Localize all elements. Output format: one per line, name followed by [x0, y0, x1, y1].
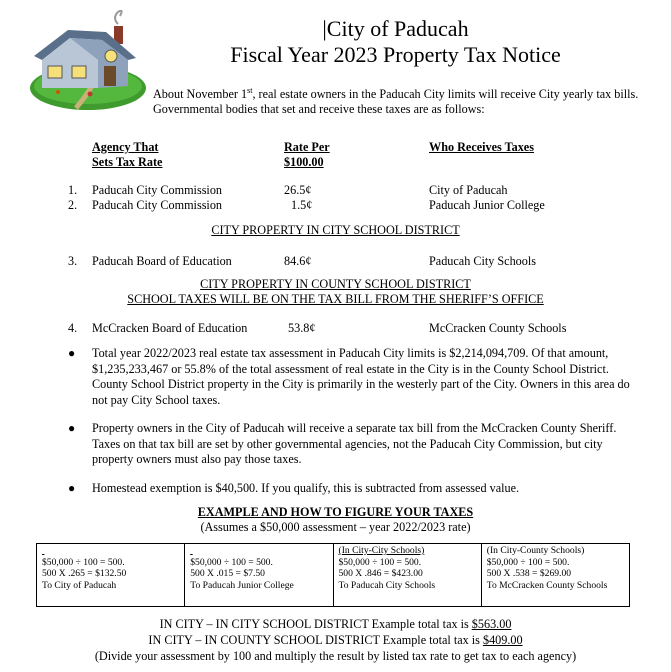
bullet-text: Property owners in the City of Paducah will receive a separate tax bill from the McCracken County Sheriff. Taxes on that tax bill are set by other governmental agencies, not the Paducah City Commission, but city property owners must also pay those taxes. — [92, 421, 617, 466]
row-rate: 1.5¢ — [291, 198, 313, 212]
section-county-school-1: CITY PROPERTY IN COUNTY SCHOOL DISTRICT — [200, 277, 471, 291]
row-agency: McCracken Board of Education — [92, 321, 248, 335]
row-rate: 84.6¢ — [284, 254, 312, 268]
row-receiver: City of Paducah — [429, 183, 508, 197]
row-rate: 26.5¢ — [284, 183, 312, 197]
col-rate-header: Rate Per $100.00 — [284, 140, 330, 169]
bullet-icon: ● — [68, 421, 76, 435]
row-num: 1. — [68, 183, 78, 197]
row-receiver: Paducah Junior College — [429, 198, 545, 212]
section-county-school-2: SCHOOL TAXES WILL BE ON THE TAX BILL FROM THE SHERIFF’S OFFICE — [127, 292, 544, 306]
bullet-text: Total year 2022/2023 real estate tax assessment in Paducah City limits is $2,214,094,709. Of that amount, $1,235,233,467 or 55.8% of the total assessment of real estate in the City is in the County School District. County School District property in the City is primarily in the westerly part of the City. Owners in this area do not pay City School taxes. — [92, 346, 630, 407]
page-title: |City of Paducah — [322, 16, 469, 41]
row-rate: 53.8¢ — [288, 321, 316, 335]
row-receiver: Paducah City Schools — [429, 254, 536, 268]
row-agency: Paducah City Commission — [92, 198, 223, 212]
row-agency: Paducah City Commission — [92, 183, 223, 197]
row-num: 3. — [68, 254, 78, 268]
intro-post: , real estate owners in the Paducah City limits will receive City yearly tax bills. Governmental bodies that set and receive these taxes are as follows: — [153, 87, 639, 117]
row-receiver: McCracken County Schools — [429, 321, 567, 335]
total-city-school: IN CITY – IN CITY SCHOOL DISTRICT Example total tax is $563.00 — [159, 617, 512, 631]
col-agency-header: Agency That Sets Tax Rate — [92, 140, 163, 169]
intro-sup: st — [247, 86, 253, 95]
section-city-school: CITY PROPERTY IN CITY SCHOOL DISTRICT — [211, 223, 460, 237]
col-receiver-header: Who Receives Taxes — [429, 140, 534, 154]
example-box: $50,000 ÷ 100 = 500. 500 X .015 = $7.50 To Paducah Junior College — [185, 544, 333, 606]
example-boxes — [36, 543, 630, 607]
bullet-icon: ● — [68, 481, 76, 495]
intro-pre: About November 1 — [153, 87, 248, 102]
calculation-note: (Divide your assessment by 100 and multiply the result by listed tax rate to get tax to each agency) — [94, 649, 577, 663]
example-box: (In City-City Schools) $50,000 ÷ 100 = 500. 500 X .846 = $423.00 To Paducah City Schools — [334, 544, 482, 606]
bullet-text: Homestead exemption is $40,500. If you qualify, this is subtracted from assessed value. — [92, 481, 520, 495]
total-county-school: IN CITY – IN COUNTY SCHOOL DISTRICT Example total tax is $409.00 — [148, 633, 523, 647]
page-subtitle: Fiscal Year 2023 Property Tax Notice — [230, 42, 561, 67]
intro-paragraph — [153, 83, 643, 117]
example-box: (In City-County Schools) $50,000 ÷ 100 = 500. 500 X .538 = $269.00 To McCracken County Schools — [486, 545, 608, 591]
row-agency: Paducah Board of Education — [92, 254, 232, 268]
row-num: 2. — [68, 198, 78, 212]
bullet-icon: ● — [68, 346, 76, 360]
example-box: $50,000 ÷ 100 = 500. 500 X .265 = $132.50 To City of Paducah — [37, 544, 185, 606]
example-title: EXAMPLE AND HOW TO FIGURE YOUR TAXES — [197, 505, 474, 519]
row-num: 4. — [68, 321, 78, 335]
example-subtitle: (Assumes a $50,000 assessment – year 2022/2023 rate) — [200, 520, 471, 534]
